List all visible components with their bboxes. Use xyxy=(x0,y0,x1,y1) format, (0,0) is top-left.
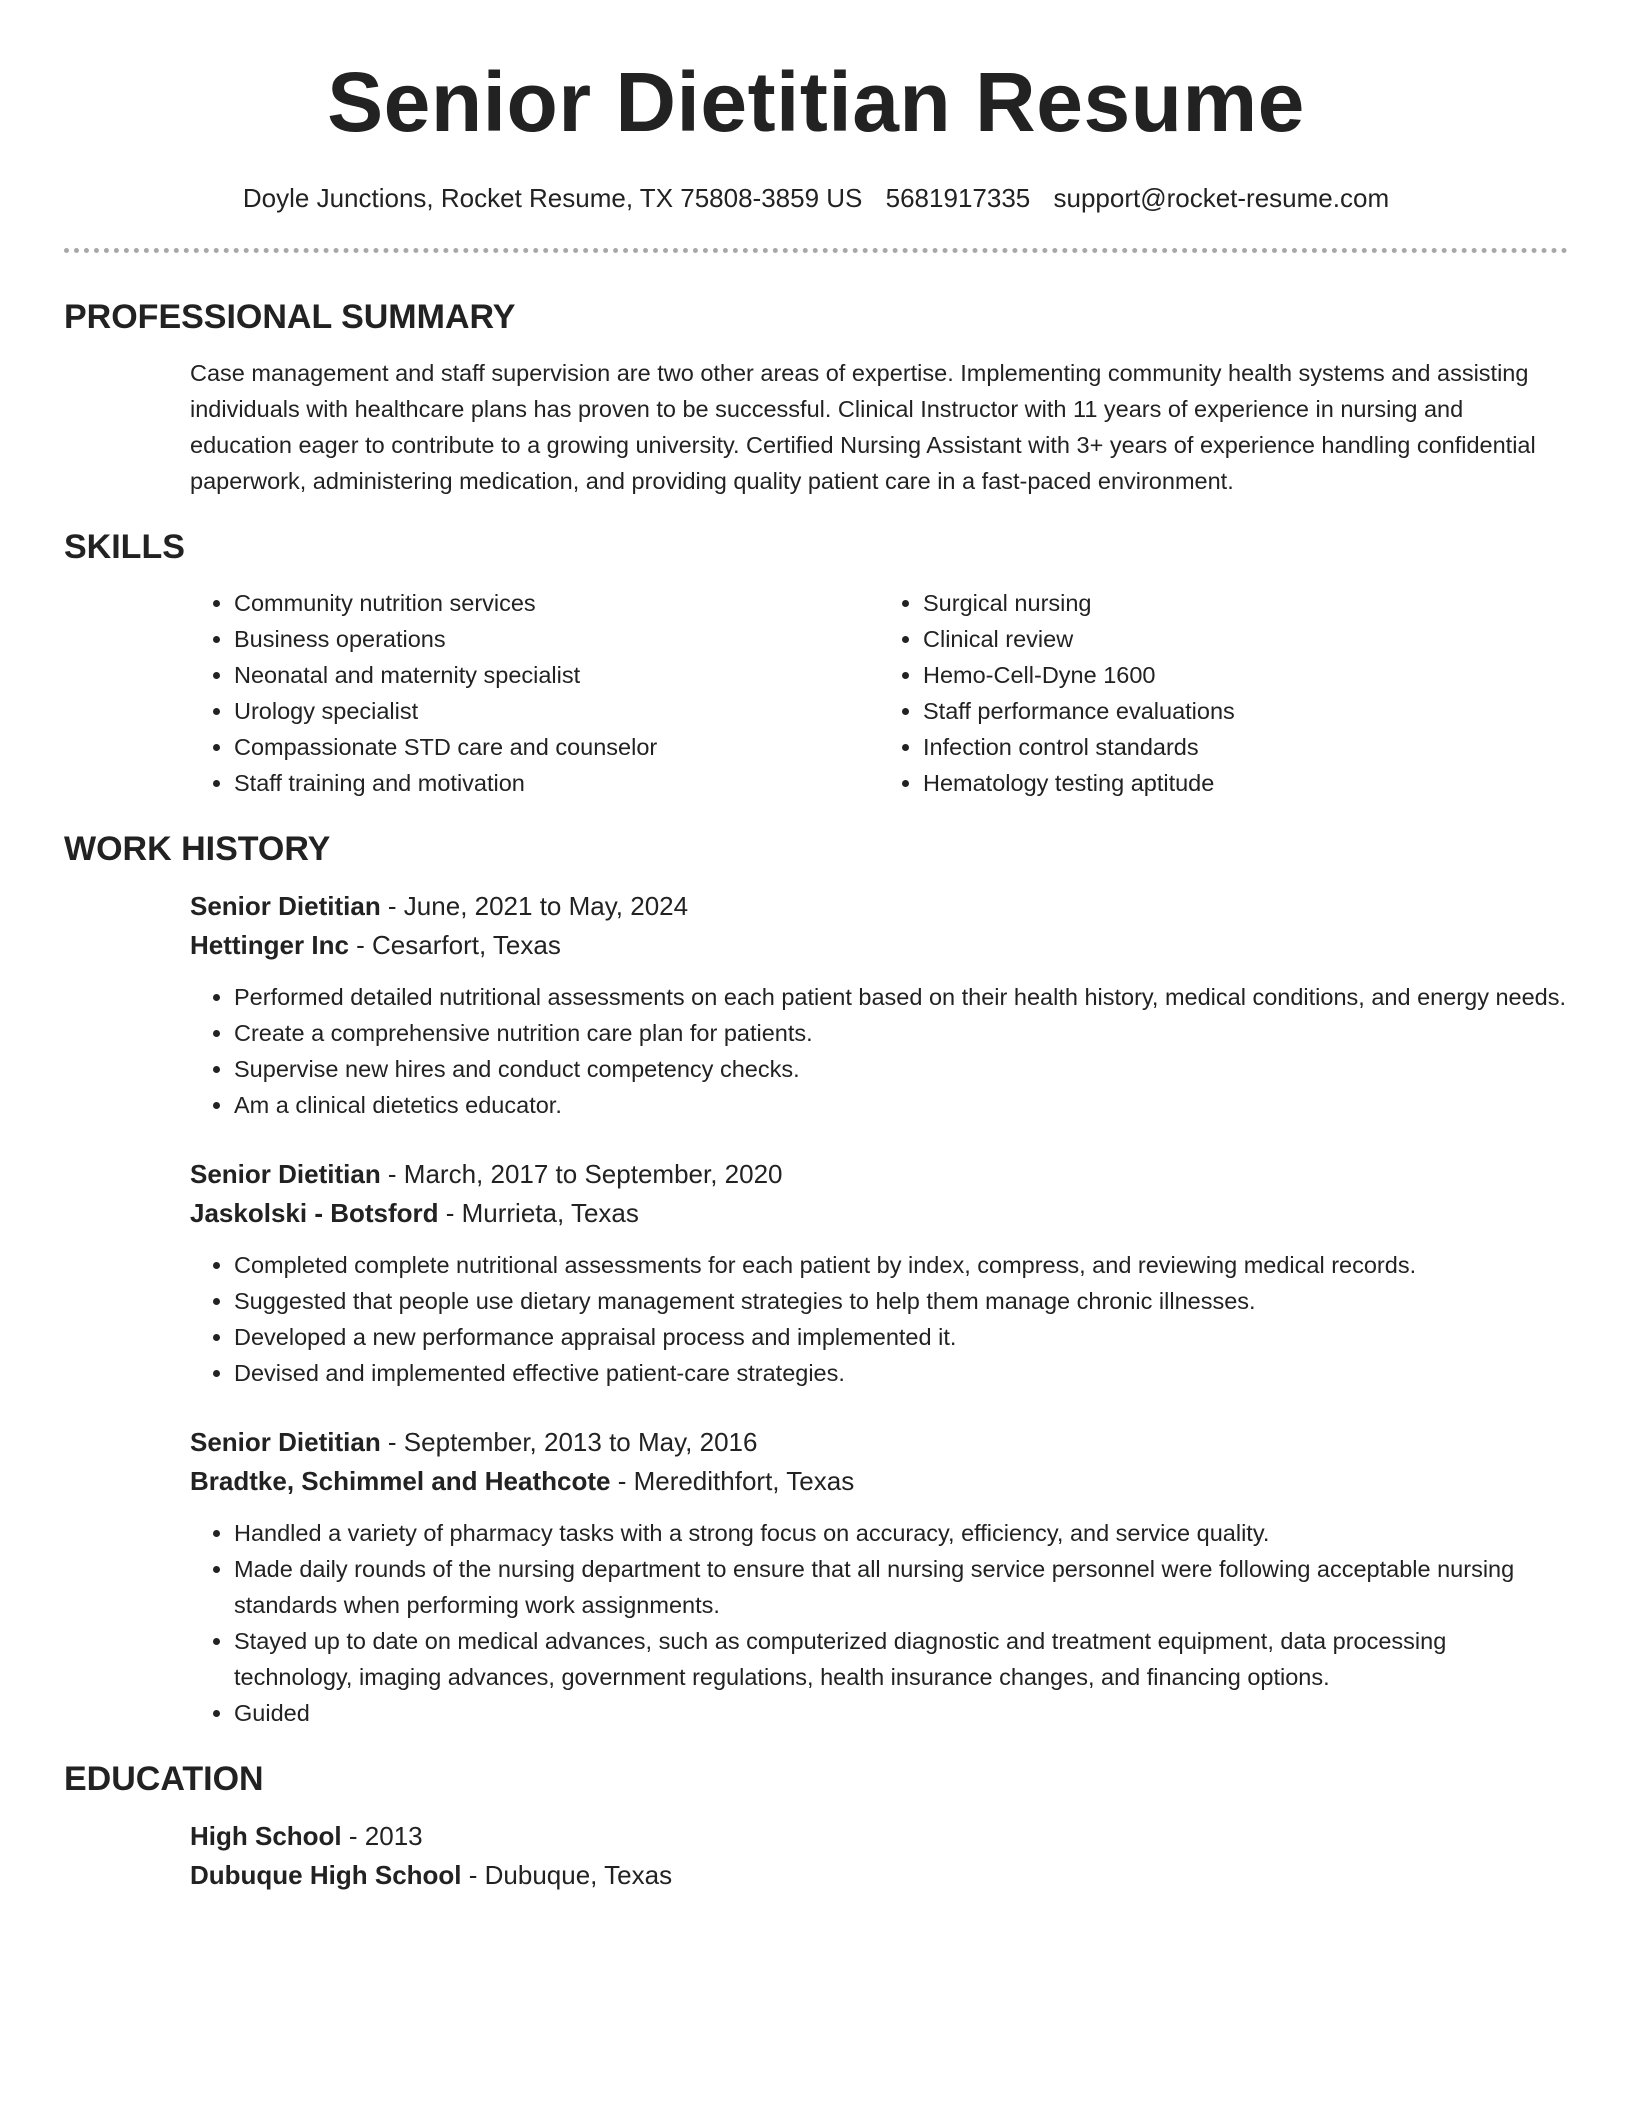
job-dates: - June, 2021 to May, 2024 xyxy=(380,891,689,921)
education-year: - 2013 xyxy=(341,1821,423,1851)
list-item: • Suggested that people use dietary management strategies to help them manage chronic illnesses. xyxy=(234,1283,1568,1319)
list-item: • Handled a variety of pharmacy tasks with a strong focus on accuracy, efficiency, and service quality. xyxy=(234,1515,1568,1551)
list-item: • Staff training and motivation xyxy=(234,765,879,801)
summary-text: Case management and staff supervision are two other areas of expertise. Implementing community health systems and assisting individuals with healthcare plans has proven to be successful. Clinical Instructor with 11 years of experience in nursing and education eager to contribute to a growing university. Certified Nursing Assistant with 3+ years of experience handling confidential paperwork, administering medication, and providing quality patient care in a fast-paced environment. xyxy=(190,360,1536,494)
contact-address: Doyle Junctions, Rocket Resume, TX 75808-3859 US xyxy=(242,183,863,213)
list-item: • Business operations xyxy=(234,621,879,657)
job-bullets xyxy=(190,979,1568,1123)
list-item: • Surgical nursing xyxy=(923,585,1568,621)
education-school-line xyxy=(190,1856,1568,1895)
job-bullets xyxy=(190,1515,1568,1731)
job-title: Senior Dietitian xyxy=(190,891,381,921)
list-item: • Compassionate STD care and counselor xyxy=(234,729,879,765)
job-title: Senior Dietitian xyxy=(190,1159,381,1189)
list-item: • Infection control standards xyxy=(923,729,1568,765)
list-item: • Am a clinical dietetics educator. xyxy=(234,1087,1568,1123)
list-item: • Guided xyxy=(234,1695,1568,1731)
list-item: • Devised and implemented effective patient-care strategies. xyxy=(234,1355,1568,1391)
education-heading: EDUCATION xyxy=(64,1760,264,1798)
education-degree-line xyxy=(190,1817,1568,1856)
contact-email: support@rocket-resume.com xyxy=(1053,183,1390,213)
education-entry xyxy=(64,1817,1568,1895)
education-location: - Dubuque, Texas xyxy=(461,1860,673,1890)
header-divider xyxy=(64,248,1568,253)
job-title-line xyxy=(190,887,1568,926)
list-item: • Neonatal and maternity specialist xyxy=(234,657,879,693)
job-location: - Cesarfort, Texas xyxy=(348,930,561,960)
job-title-line xyxy=(190,1423,1568,1462)
job-title-line xyxy=(190,1155,1568,1194)
list-item: • Supervise new hires and conduct competency checks. xyxy=(234,1051,1568,1087)
education-school: Dubuque High School xyxy=(190,1860,462,1890)
job-entry-3 xyxy=(64,1423,1568,1731)
job-company-line xyxy=(190,1462,1568,1501)
skills-heading: SKILLS xyxy=(64,528,185,566)
list-item: • Clinical review xyxy=(923,621,1568,657)
contact-line xyxy=(64,178,1568,218)
skills-right-list xyxy=(879,585,1568,801)
education-degree: High School xyxy=(190,1821,342,1851)
job-company: Hettinger Inc xyxy=(190,930,349,960)
list-item: • Staff performance evaluations xyxy=(923,693,1568,729)
job-company: Bradtke, Schimmel and Heathcote xyxy=(190,1466,611,1496)
summary-heading: PROFESSIONAL SUMMARY xyxy=(64,298,516,336)
job-entry-2 xyxy=(64,1155,1568,1391)
job-entry-1 xyxy=(64,887,1568,1123)
job-dates: - March, 2017 to September, 2020 xyxy=(380,1159,783,1189)
work-heading: WORK HISTORY xyxy=(64,830,331,868)
list-item: • Stayed up to date on medical advances, such as computerized diagnostic and treatment equipment, data processing technology, imaging advances, government regulations, health insurance changes, and financing options. xyxy=(234,1623,1568,1695)
list-item: • Community nutrition services xyxy=(234,585,879,621)
skills-left-list xyxy=(190,585,879,801)
job-company-line xyxy=(190,926,1568,965)
list-item: • Hematology testing aptitude xyxy=(923,765,1568,801)
skills-section xyxy=(64,585,1568,801)
job-company: Jaskolski - Botsford xyxy=(190,1198,439,1228)
job-title: Senior Dietitian xyxy=(190,1427,381,1457)
job-dates: - September, 2013 to May, 2016 xyxy=(380,1427,758,1457)
job-location: - Meredithfort, Texas xyxy=(610,1466,855,1496)
job-bullets xyxy=(190,1247,1568,1391)
job-company-line xyxy=(190,1194,1568,1233)
list-item: • Urology specialist xyxy=(234,693,879,729)
list-item: • Hemo-Cell-Dyne 1600 xyxy=(923,657,1568,693)
contact-phone: 5681917335 xyxy=(885,183,1031,213)
page-title: Senior Dietitian Resume xyxy=(327,55,1305,149)
list-item: • Performed detailed nutritional assessments on each patient based on their health history, medical conditions, and energy needs. xyxy=(234,979,1568,1015)
list-item: • Made daily rounds of the nursing department to ensure that all nursing service personnel were following acceptable nursing standards when performing work assignments. xyxy=(234,1551,1568,1623)
summary-section xyxy=(64,355,1568,499)
list-item: • Create a comprehensive nutrition care plan for patients. xyxy=(234,1015,1568,1051)
job-location: - Murrieta, Texas xyxy=(438,1198,639,1228)
list-item: • Developed a new performance appraisal process and implemented it. xyxy=(234,1319,1568,1355)
list-item: • Completed complete nutritional assessments for each patient by index, compress, and reviewing medical records. xyxy=(234,1247,1568,1283)
